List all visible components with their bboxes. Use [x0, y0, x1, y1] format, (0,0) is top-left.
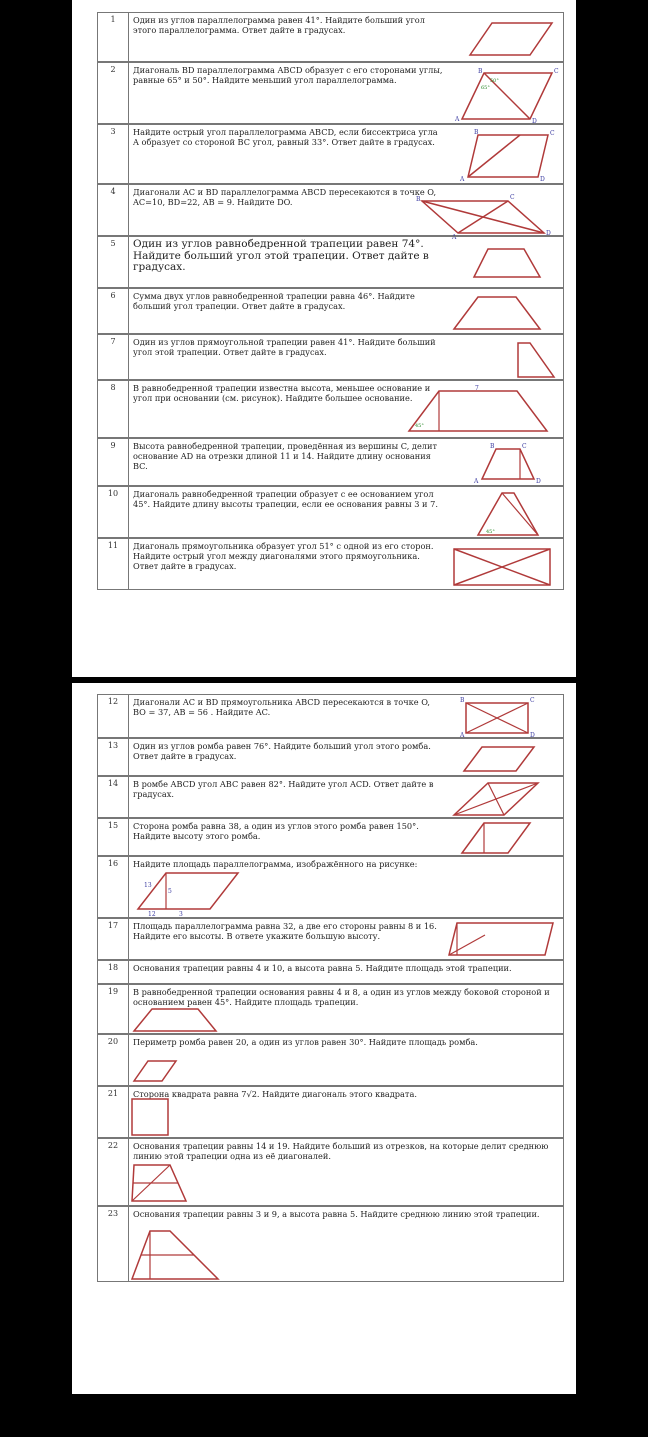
problem-text: Основания трапеции равны 4 и 10, а высота равна 5. Найдите площадь этой трапеции.: [128, 961, 565, 983]
problem-text: Сторона квадрата равна 7√2. Найдите диагональ этого квадрата.: [128, 1087, 565, 1137]
problem-number: 2: [110, 65, 116, 74]
problem-row: [97, 738, 564, 776]
trapezoid-height-figure: [403, 385, 563, 437]
problem-number: 20: [107, 1037, 119, 1046]
problem-number: 22: [107, 1141, 119, 1150]
svg-text:D: D: [532, 118, 537, 125]
svg-text:A: A: [452, 234, 457, 241]
problem-number: 8: [110, 383, 116, 392]
problem-text: Диагональ равнобедренной трапеции образует с ее основанием угол 45°. Найдите длину высоты трапеции, если ее основания равны 3 и 7.: [128, 487, 446, 537]
svg-text:D: D: [546, 230, 551, 237]
problem-number: 21: [107, 1089, 119, 1098]
problem-row: [97, 694, 564, 738]
svg-text:A: A: [455, 116, 460, 123]
rhombus-figure: [458, 743, 558, 775]
problem-number: 9: [110, 441, 116, 450]
problem-number: 7: [110, 337, 116, 346]
problem-text: Один из углов прямоугольной трапеции равен 41°. Найдите больший угол этой трапеции. Ответ дайте в градусах.: [128, 335, 446, 379]
svg-text:B: B: [460, 697, 465, 704]
svg-text:D: D: [540, 176, 545, 183]
rhombus-figure: [132, 1059, 192, 1085]
problem-row: [97, 856, 564, 918]
problem-number: 6: [110, 291, 116, 300]
svg-text:C: C: [510, 194, 515, 201]
rhombus-height-figure: [450, 821, 560, 857]
problem-text: Диагонали AC и BD прямоугольника ABCD пересекаются в точке O, BO = 37, AB = 56 . Найдите AC.: [128, 695, 446, 737]
trapezoid-height-figure: [450, 443, 560, 485]
problem-row: [97, 62, 564, 124]
problem-row: [97, 960, 564, 984]
document-page-2: [72, 683, 576, 1394]
problem-text: Высота равнобедренной трапеции, проведённая из вершины C, делит основание AD на отрезки длиной 11 и 14. Найдите длину основания BC.: [128, 439, 446, 485]
parallelogram-diagonal-figure: [450, 67, 560, 123]
problem-row: [97, 288, 564, 334]
trapezoid-midline-figure: [130, 1229, 222, 1283]
svg-text:12: 12: [148, 911, 156, 918]
parallelogram-area-figure: [134, 869, 244, 917]
rhombus-diagonal-figure: [450, 779, 560, 819]
problem-number: 19: [107, 987, 119, 996]
trapezoid-midline-figure: [130, 1163, 190, 1205]
problem-row: [97, 1138, 564, 1206]
trapezoid-figure: [450, 293, 560, 333]
right-trapezoid-figure: [450, 339, 560, 379]
svg-text:D: D: [536, 478, 541, 485]
problem-row: [97, 486, 564, 538]
svg-text:3: 3: [179, 911, 183, 918]
parallelogram-figure: [450, 19, 560, 59]
svg-text:C: C: [522, 443, 527, 450]
problem-number: 18: [107, 963, 119, 972]
svg-text:50°: 50°: [490, 78, 499, 84]
problem-text: Диагональ прямоугольника образует угол 51° с одной из его сторон. Найдите острый угол между диагоналями этого прямоугольника. Ответ дайте в градусах.: [128, 539, 446, 589]
problem-row: [97, 12, 564, 62]
problem-number: 15: [107, 821, 119, 830]
document-page-1: [72, 0, 576, 677]
svg-text:65°: 65°: [481, 85, 490, 91]
problem-text: В ромбе ABCD угол ABC равен 82°. Найдите угол ACD. Ответ дайте в градусах.: [128, 777, 446, 817]
problem-row: [97, 380, 564, 438]
problem-number: 5: [110, 239, 116, 248]
problem-text: Сумма двух углов равнобедренной трапеции равна 46°. Найдите больший угол трапеции. Ответ дайте в градусах.: [128, 289, 446, 333]
problem-text: Найдите острый угол параллелограмма ABCD, если биссектриса угла A образует со стороной BC угол, равный 33°. Ответ дайте в градусах.: [128, 125, 446, 183]
trapezoid-figure: [450, 243, 560, 283]
problem-text: Один из углов параллелограмма равен 41°. Найдите больший угол этого параллелограмма. Ответ дайте в градусах.: [128, 13, 446, 61]
problem-row: [97, 918, 564, 960]
problem-number: 1: [110, 15, 116, 24]
problem-row: [97, 1206, 564, 1282]
svg-text:45°: 45°: [415, 423, 424, 429]
problem-number: 10: [107, 489, 119, 498]
problem-row: [97, 984, 564, 1034]
problem-row: [97, 776, 564, 818]
rectangle-diagonals-figure: [450, 545, 560, 589]
svg-text:C: C: [550, 130, 555, 137]
rectangle-diagonals-figure: [458, 697, 558, 737]
problem-row: [97, 538, 564, 590]
problem-number: 16: [107, 859, 119, 868]
problem-row: [97, 236, 564, 288]
svg-text:A: A: [460, 732, 465, 739]
trapezoid-figure: [132, 1005, 222, 1033]
problem-text: Сторона ромба равна 38, а один из углов этого ромба равен 150°. Найдите высоту этого ромба.: [128, 819, 446, 855]
svg-text:A: A: [474, 478, 479, 485]
svg-text:B: B: [416, 196, 421, 203]
svg-text:B: B: [478, 68, 483, 75]
problem-text: Периметр ромба равен 20, а один из углов равен 30°. Найдите площадь ромба.: [128, 1035, 565, 1085]
svg-text:7: 7: [475, 385, 479, 392]
parallelogram-diagonals-figure: [416, 189, 561, 241]
problem-text: Основания трапеции равны 14 и 19. Найдите больший из отрезков, на которые делит среднюю линию этой трапеции одна из её диагоналей.: [128, 1139, 565, 1205]
problem-row: [97, 184, 564, 241]
svg-text:13: 13: [144, 882, 152, 889]
svg-text:C: C: [530, 697, 535, 704]
problem-number: 11: [107, 541, 119, 550]
problem-text: В равнобедренной трапеции известна высота, меньшее основание и угол при основании (см. рисунок). Найдите большее основание.: [128, 381, 446, 437]
problem-text: Один из углов ромба равен 76°. Найдите больший угол этого ромба. Ответ дайте в градусах.: [128, 739, 446, 775]
svg-text:45°: 45°: [486, 529, 495, 535]
bottom-bar: [0, 1437, 648, 1449]
problem-number: 4: [110, 187, 116, 196]
problem-text: Диагонали AC и BD параллелограмма ABCD пересекаются в точке O, AC=10, BD=22, AB = 9. Найдите DO.: [128, 185, 446, 235]
parallelogram-bisector-figure: [450, 129, 560, 183]
problem-text: Диагональ BD параллелограмма ABCD образует с его сторонами углы, равные 65° и 50°. Найдите меньший угол параллелограмма.: [128, 63, 446, 123]
problem-text: Найдите площадь параллелограмма, изображённого на рисунке:: [128, 857, 565, 917]
problem-number: 3: [110, 127, 116, 136]
problem-text: Один из углов равнобедренной трапеции равен 74°. Найдите больший угол этой трапеции. Ответ дайте в градусах.: [128, 237, 446, 287]
svg-text:B: B: [490, 443, 495, 450]
problem-row: [97, 334, 564, 380]
problem-number: 17: [107, 921, 119, 930]
problem-row: [97, 1086, 564, 1138]
problem-row: [97, 438, 564, 486]
svg-text:B: B: [474, 129, 479, 136]
problem-text: В равнобедренной трапеции основания равны 4 и 8, а один из углов между боковой стороной и основанием равен 45°. Найдите площадь трапеции.: [128, 985, 565, 1033]
svg-text:C: C: [554, 68, 559, 75]
problem-number: 13: [107, 741, 119, 750]
problem-row: [97, 124, 564, 184]
problem-number: 14: [107, 779, 119, 788]
svg-text:D: D: [530, 732, 535, 739]
problem-text: Основания трапеции равны 3 и 9, а высота равна 5. Найдите среднюю линию этой трапеции.: [128, 1207, 565, 1281]
problem-number: 12: [107, 697, 119, 706]
svg-text:A: A: [460, 176, 465, 183]
parallelogram-heights-figure: [423, 921, 563, 959]
svg-text:5: 5: [168, 888, 172, 895]
trapezoid-diagonal-figure: [450, 489, 560, 539]
problem-row: [97, 818, 564, 856]
problem-row: [97, 1034, 564, 1086]
problem-number: 23: [107, 1209, 119, 1218]
square-figure: [130, 1097, 174, 1137]
problem-text: Площадь параллелограмма равна 32, а две его стороны равны 8 и 16. Найдите его высоты. В ответе укажите большую высоту.: [128, 919, 446, 959]
